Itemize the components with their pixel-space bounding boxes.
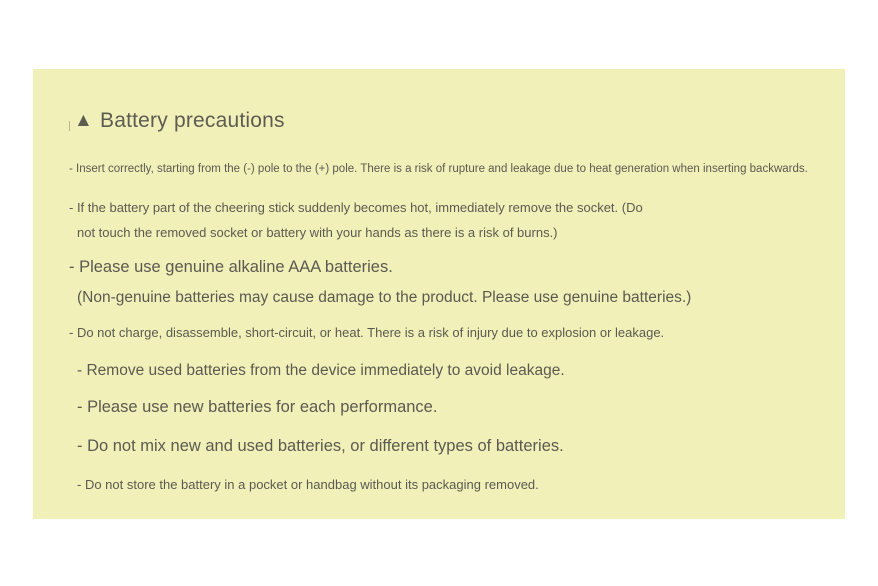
precaution-line: not touch the removed socket or battery with your hands as there is a risk of burns.) xyxy=(77,224,558,240)
precaution-line: - Insert correctly, starting from the (-) pole to the (+) pole. There is a risk of rupture and leakage due to heat generation when inserting backwards. xyxy=(69,163,808,175)
title-tick-mark xyxy=(69,121,73,131)
precaution-line: - Do not store the battery in a pocket or handbag without its packaging removed. xyxy=(77,476,539,492)
page-title-text: Battery precautions xyxy=(100,109,285,132)
page-title xyxy=(69,103,825,139)
battery-precautions-panel xyxy=(33,69,845,519)
precaution-line: - If the battery part of the cheering stick suddenly becomes hot, immediately remove the socket. (Do xyxy=(69,199,643,215)
precaution-line: - Do not charge, disassemble, short-circuit, or heat. There is a risk of injury due to explosion or leakage. xyxy=(69,324,665,340)
precaution-line: - Please use new batteries for each performance. xyxy=(77,398,438,417)
precaution-line: - Please use genuine alkaline AAA batteries. xyxy=(69,258,393,277)
precaution-line: (Non-genuine batteries may cause damage to the product. Please use genuine batteries.) xyxy=(77,289,692,307)
precaution-line: - Do not mix new and used batteries, or different types of batteries. xyxy=(77,436,564,455)
warning-triangle-icon: ▲ xyxy=(74,109,94,131)
precaution-list xyxy=(69,161,825,495)
precaution-line: - Remove used batteries from the device immediately to avoid leakage. xyxy=(77,361,565,379)
panel-content xyxy=(69,103,825,495)
